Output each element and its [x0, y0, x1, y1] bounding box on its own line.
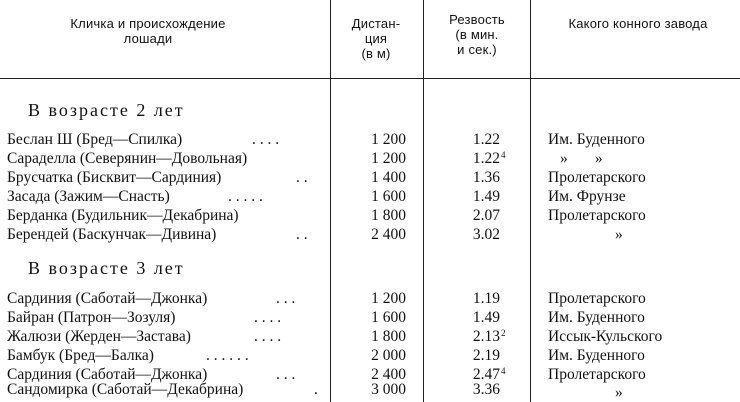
speed-cell: 2.47	[472, 366, 500, 383]
horse-name: Брусчатка (Бисквит—Сардиния)	[7, 169, 222, 186]
header-distance: Дистан- ция (в м)	[351, 16, 401, 61]
farm-cell: Пролетарского	[548, 207, 646, 224]
distance-cell: 1 800	[371, 207, 406, 224]
horse-name: Берендей (Баскунчак—Дивина)	[7, 226, 217, 243]
farm-cell: Пролетарского	[548, 366, 646, 383]
distance-cell: 1 200	[371, 150, 406, 167]
table-row	[0, 150, 740, 168]
distance-cell: 1 800	[371, 328, 406, 345]
speed-cell: 1.49	[472, 309, 500, 326]
horse-name: Байран (Патрон—Зозуля)	[7, 309, 176, 326]
header-speed: Резвость (в мин. и сек.)	[449, 12, 505, 57]
table-row	[0, 328, 740, 346]
section-title: В возрасте 3 лет	[28, 258, 185, 278]
distance-cell: 1 600	[371, 309, 406, 326]
farm-cell: Им. Фрунзе	[548, 188, 626, 205]
horse-name: Сардиния (Саботай—Джонка)	[7, 290, 208, 307]
table-row	[0, 309, 740, 327]
leader-dots: . . .	[276, 290, 296, 307]
leader-dots: . . . .	[254, 309, 282, 326]
table-row	[0, 381, 740, 399]
table-row	[0, 131, 740, 149]
speed-cell: 1.22	[472, 131, 500, 148]
farm-cell: » »	[560, 150, 603, 167]
farm-cell: Им. Буденного	[548, 131, 645, 148]
horse-name: Сараделла (Северянин—Довольная)	[7, 150, 248, 167]
leader-dots: . . . . . .	[206, 347, 249, 364]
footnote-mark: 2	[501, 328, 506, 338]
horse-name: Засада (Зажим—Снасть)	[7, 188, 170, 205]
farm-cell: Пролетарского	[548, 290, 646, 307]
distance-cell: 2 000	[371, 347, 406, 364]
footnote-mark: 4	[501, 366, 506, 376]
farm-cell: Им. Буденного	[548, 347, 645, 364]
farm-cell: »	[615, 226, 623, 243]
table-row	[0, 207, 740, 225]
farm-cell: Им. Буденного	[548, 309, 645, 326]
speed-cell: 2.13	[472, 328, 500, 345]
table-row	[0, 169, 740, 187]
table-row	[0, 226, 740, 244]
farm-cell: »	[615, 384, 623, 401]
distance-cell: 2 400	[371, 366, 406, 383]
leader-dots: .	[314, 381, 318, 398]
header-name: Кличка и происхождение лошади	[70, 16, 226, 46]
distance-cell: 1 600	[371, 188, 406, 205]
horse-name: Сандомирка (Саботай—Декабрина)	[7, 381, 244, 398]
speed-cell: 2.19	[472, 347, 500, 364]
distance-cell: 1 200	[371, 131, 406, 148]
speed-cell: 1.36	[472, 169, 500, 186]
horse-name: Бамбук (Бред—Балка)	[7, 347, 154, 364]
distance-cell: 1 200	[371, 290, 406, 307]
horse-name: Сардиния (Саботай—Джонка)	[7, 366, 208, 383]
leader-dots: . . . . .	[228, 188, 263, 205]
speed-cell: 1.19	[472, 290, 500, 307]
leader-dots: . .	[296, 169, 308, 186]
footnote-mark: 4	[501, 150, 506, 160]
header-divider	[0, 78, 740, 79]
speed-cell: 3.02	[472, 226, 500, 243]
speed-cell: 2.07	[472, 207, 500, 224]
distance-cell: 2 400	[371, 226, 406, 243]
horse-name: Берданка (Будильник—Декабрина)	[7, 207, 239, 224]
speed-cell: 3.36	[472, 381, 500, 398]
distance-cell: 3 000	[371, 381, 406, 398]
header-farm: Какого конного завода	[568, 16, 708, 31]
leader-dots: . . .	[276, 366, 296, 383]
leader-dots: . .	[296, 226, 308, 243]
table-row	[0, 347, 740, 365]
speed-cell: 1.49	[472, 188, 500, 205]
horse-name: Жалюзи (Жерден—Застава)	[7, 328, 191, 345]
speed-cell: 1.22	[472, 150, 500, 167]
horse-name: Беслан Ш (Бред—Спилка)	[7, 131, 183, 148]
distance-cell: 1 400	[371, 169, 406, 186]
farm-cell: Пролетарского	[548, 169, 646, 186]
table-row	[0, 290, 740, 308]
table-row	[0, 188, 740, 206]
leader-dots: . . . .	[252, 131, 280, 148]
section-title: В возрасте 2 лет	[28, 100, 185, 120]
farm-cell: Иссык-Кульского	[548, 328, 663, 345]
leader-dots: . . . .	[254, 328, 282, 345]
